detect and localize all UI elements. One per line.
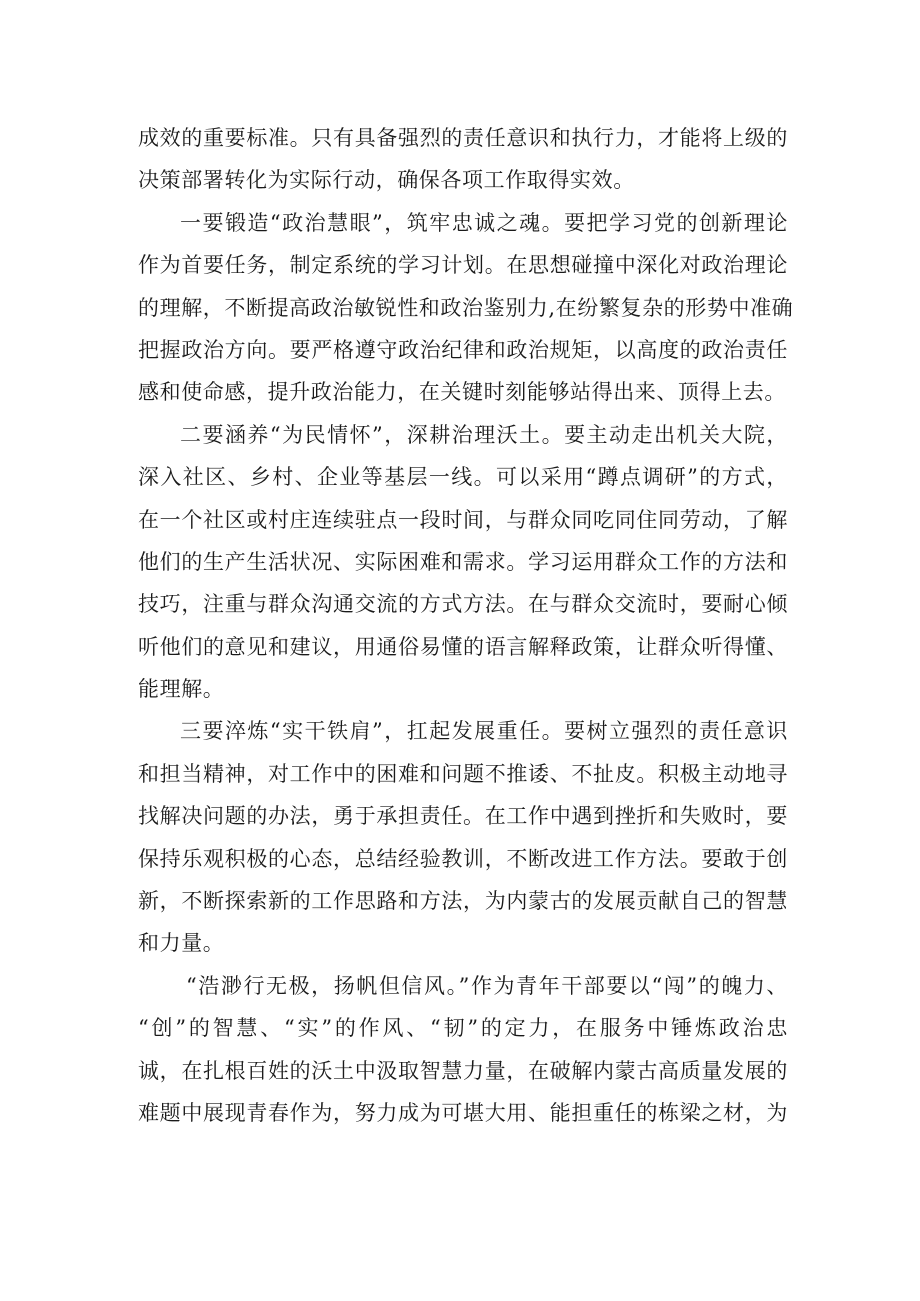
paragraph-line: 成效的重要标准。只有具备强烈的责任意识和执行力，才能将上级的	[138, 126, 788, 150]
paragraph-line: 保持乐观积极的心态，总结经验教训，不断改进工作方法。要敢于创	[138, 846, 788, 871]
paragraph-line: 听他们的意见和建议，用通俗易懂的语言解释政策，让群众听得懂、	[138, 634, 788, 659]
paragraph-line: 在一个社区或村庄连续驻点一段时间，与群众同吃同住同劳动，了解	[138, 507, 788, 532]
paragraph-line: 诚，在扎根百姓的沃土中汲取智慧力量，在破解内蒙古高质量发展的	[138, 1058, 788, 1083]
paragraph-line: 找解决问题的办法，勇于承担责任。在工作中遇到挫折和失败时，要	[138, 804, 788, 829]
paragraph-line: 新，不断探索新的工作思路和方法，为内蒙古的发展贡献自己的智慧	[138, 889, 788, 914]
paragraph-line: 二要涵养“为民情怀”，深耕治理沃土。要主动走出机关大院，	[180, 422, 788, 447]
paragraph-line: 和力量。	[138, 931, 225, 956]
paragraph-line: 能理解。	[138, 677, 225, 702]
paragraph-line: 作为首要任务，制定系统的学习计划。在思想碰撞中深化对政治理论	[138, 253, 788, 278]
document-body	[138, 117, 794, 1134]
paragraph-line: 三要淬炼“实干铁肩”，扛起发展重任。要树立强烈的责任意识	[180, 719, 788, 744]
paragraph-line: 和担当精神，对工作中的困难和问题不推诿、不扯皮。积极主动地寻	[138, 761, 788, 786]
paragraph-line: 深入社区、乡村、企业等基层一线。可以采用“蹲点调研”的方式，	[138, 465, 788, 490]
paragraph	[138, 965, 788, 1135]
paragraph-line: 一要锻造“政治慧眼”，筑牢忠诚之魂。要把学习党的创新理论	[180, 210, 788, 235]
paragraph-line: 难题中展现青春作为，努力成为可堪大用、能担重任的栋梁之材，为	[138, 1100, 788, 1125]
paragraph-line: “浩渺行无极，扬帆但信风。”作为青年干部要以“闯”的魄力、	[186, 973, 788, 998]
paragraph-line: 技巧，注重与群众沟通交流的方式方法。在与群众交流时，要耐心倾	[138, 592, 788, 617]
paragraph	[138, 414, 788, 711]
paragraph-line: 把握政治方向。要严格遵守政治纪律和政治规矩，以高度的政治责任	[138, 337, 788, 362]
paragraph	[138, 710, 788, 964]
paragraph-line: 决策部署转化为实际行动，确保各项工作取得实效。	[138, 168, 635, 193]
paragraph-line: 感和使命感，提升政治能力，在关键时刻能够站得出来、顶得上去。	[138, 380, 786, 405]
paragraph-line: “创”的智慧、“实”的作风、“韧”的定力，在服务中锤炼政治忠	[138, 1016, 788, 1041]
paragraph	[138, 202, 794, 414]
paragraph-line: 他们的生产生活状况、实际困难和需求。学习运用群众工作的方法和	[138, 549, 788, 574]
paragraph	[138, 117, 788, 202]
paragraph-line: 的理解，不断提高政治敏锐性和政治鉴别力,在纷繁复杂的形势中准确	[138, 295, 794, 320]
